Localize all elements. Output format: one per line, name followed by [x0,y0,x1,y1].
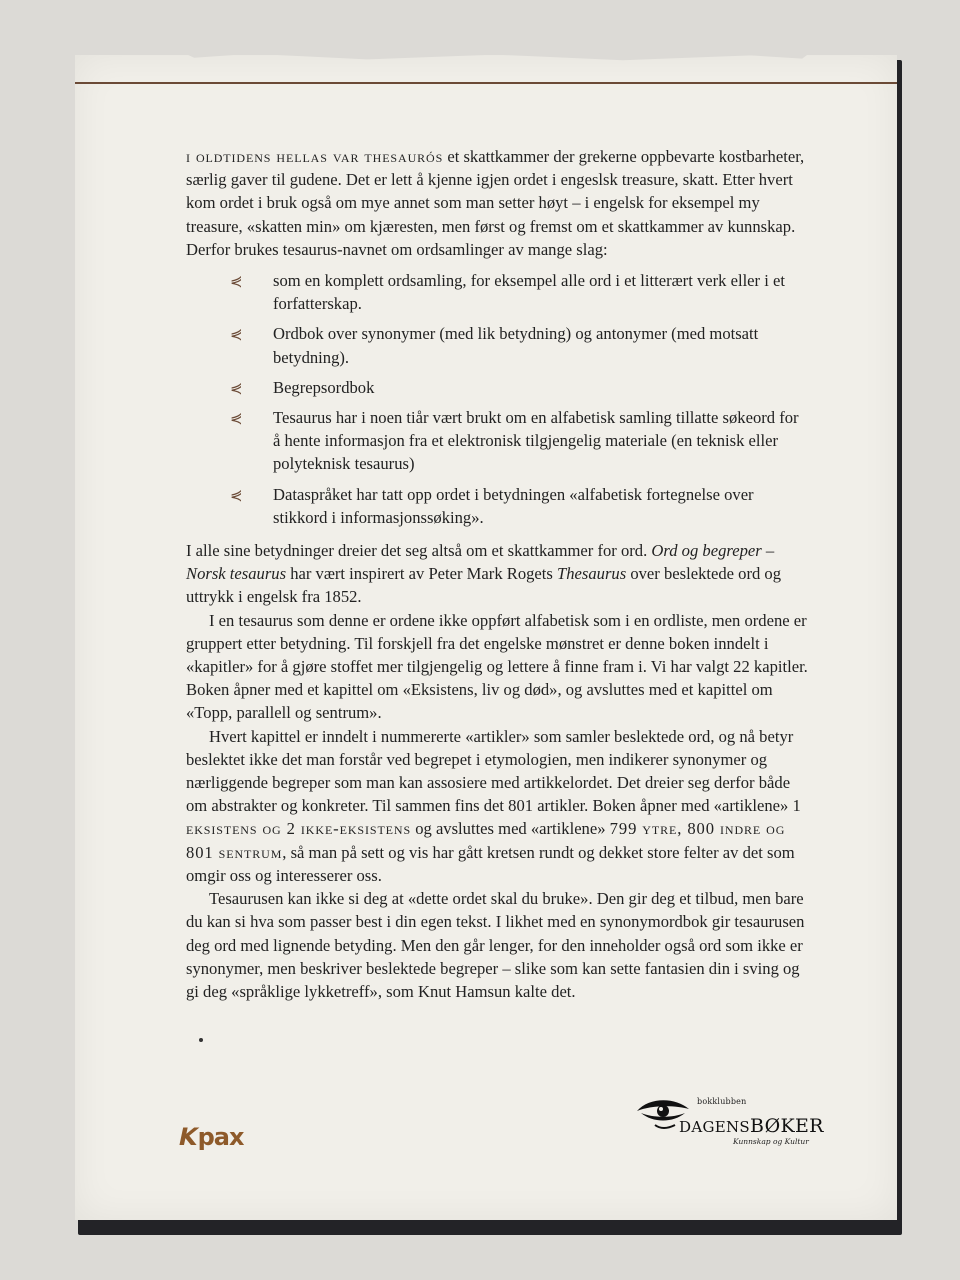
last-articles-smallcaps: 799 ytre, 800 indre og 801 sentrum [186,819,786,862]
ink-dot [199,1038,203,1042]
book-title-italic: Ord og begreper – Norsk tesaurus [186,541,775,584]
list-item: ⋞ Begrepsordbok [273,376,809,399]
intro-text: et skattkammer der grekerne oppbevarte kostbarheter, særlig gaver til gudene. Det er lett å kjenne igjen ordet i engeslsk treasure, skatt. Etter hvert kom ordet i bruk også om mye annet som man setter høyt – i engelsk for eksempel my treasure, «skatten min» om kjæresten, men først og fremst om et skattkammer av kunnskap. Derfor brukes tesaurus-navnet om ordsamlinger av mange slag: [186,147,805,259]
top-rule-line [75,82,897,84]
double-chevron-left-icon: ⋞ [230,272,243,291]
intro-paragraph [186,145,809,261]
bokklubben-text: bokklubben [697,1097,747,1106]
pax-text: pax [197,1123,244,1151]
list-item: ⋞ Dataspråket har tatt opp ordet i betydningen «alfabetisk fortegnelse over stikkord i informasjonssøking». [230,484,754,527]
double-chevron-left-icon: ⋞ [230,378,243,397]
meaning-list [186,269,809,529]
dagens-text: DAGENSBØKER [679,1115,824,1137]
boker-text: BØKER [750,1115,824,1137]
paragraph-4: Hvert kapittel er inndelt i nummererte «artikler» som samler beslektede ord, og nå betyr beslektet ikke det man forstår ved begrepet i etymologien, men indikerer synonymer og nærliggende begreper som man kan assosiere med artikkelordet. Det dreier seg derfor både om abstrakter og konkreter. Til sammen fins det 801 artikler. Boken åpner med «artiklene» 1 eksistens og 2 ikke-eksistens og avsluttes med «artiklene» 799 ytre, 800 indre og 801 sentrum, så man på sett og vis har gått kretsen rundt og dekket store felter av det som omgir oss og interesserer oss. [186,726,802,885]
double-chevron-left-icon: ⋞ [230,409,243,428]
list-item: ⋞ Tesaurus har i noen tiår vært brukt om en alfabetisk samling tillatte søkeord for å hente informasjon fra et elektronisk tilgjengelig materiale (en teknisk eller polyteknisk tesaurus) [230,408,799,474]
pax-mark: K [176,1123,200,1151]
worn-top-edge [175,49,815,65]
paragraph-5: Tesaurusen kan ikke si deg at «dette ordet skal du bruke». Den gir deg et tilbud, men bare du kan si hva som passer best i din egen tekst. I likhet med en synonymordbok gir tesaurusen deg ord med lignende betyding. Men den går lenger, for den inneholder også ord som ikke er synonymer, men beskriver beslektede begreper – slike som kan sette fantasien din i sving og gi deg «språklige lykketreff», som Knut Hamsun kalte det. [186,889,805,1001]
double-chevron-left-icon: ⋞ [230,485,243,504]
list-item: ⋞ som en komplett ordsamling, for eksempel alle ord i et litterært verk eller i et forfatterskap. [230,271,785,314]
blurb-text [186,145,809,1003]
thesaurus-italic: Thesaurus [557,564,627,584]
double-chevron-left-icon: ⋞ [230,325,243,344]
paragraph-2: I alle sine betydninger dreier det seg altså om et skattkammer for ord. Ord og begreper – Norsk tesaurus har vært inspirert av Peter Mark Rogets Thesaurus over beslektede ord og uttrykk i engelsk fra 1852. [186,541,782,607]
intro-lead-smallcaps: i oldtidens hellas var thesaurós [186,147,444,166]
list-item: ⋞ Ordbok over synonymer (med lik betydning) og antonymer (med motsatt betydning). [230,324,759,367]
paragraph-3: I en tesaurus som denne er ordene ikke oppført alfabetisk som i en ordliste, men ordene er gruppert etter betydning. Til forskjell fra det engelske mønstret er denne boken inndelt i «kapitler» for å gjøre stoffet mer tilgjengelig og lettere å finne fram i. Vi har valgt 22 kapitler. Boken åpner med et kapittel om «Eksistens, liv og død», og avsluttes med et kapittel om «Topp, parallell og sentrum». [186,610,808,723]
pax-logo [176,1123,244,1151]
book-back-cover [75,55,897,1220]
tagline-text: Kunnskap og Kultur [733,1137,809,1146]
dagens-boker-logo [635,1093,824,1153]
first-articles-smallcaps: 1 eksistens og 2 ikke-eksistens [186,796,802,839]
